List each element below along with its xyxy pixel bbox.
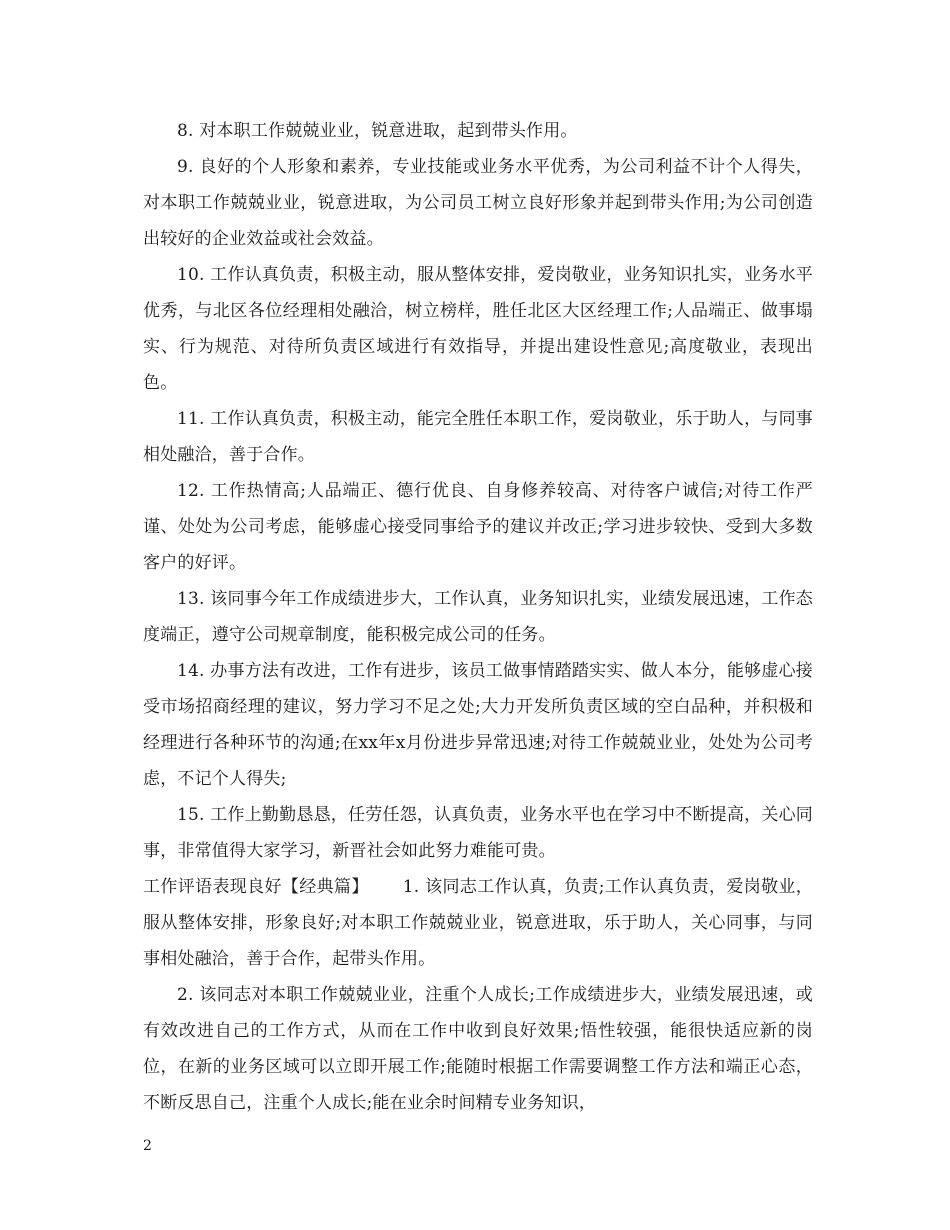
paragraph-item-15: 15. 工作上勤勤恳恳，任劳任怨，认真负责，业务水平也在学习中不断提高，关心同事，非常值得大家学习，新晋社会如此努力难能可贵。 bbox=[143, 805, 813, 861]
paragraph-item-11: 11. 工作认真负责，积极主动，能完全胜任本职工作，爱岗敬业，乐于助人，与同事相处融洽，善于合作。 bbox=[143, 409, 813, 465]
document-body bbox=[143, 113, 813, 1121]
section-item-2: 2. 该同志对本职工作兢兢业业，注重个人成长;工作成绩进步大，业绩发展迅速，或有效改进自己的工作方式，从而在工作中收到良好效果;悟性较强，能很快适应新的岗位，在新的业务区域可以立即开展工作;能随时根据工作需要调整工作方法和端正心态，不断反思自己，注重个人成长;能在业余时间精专业务知识， bbox=[143, 985, 813, 1113]
paragraph-item-10: 10. 工作认真负责，积极主动，服从整体安排，爱岗敬业，业务知识扎实，业务水平优秀，与北区各位经理相处融洽，树立榜样，胜任北区大区经理工作;人品端正、做事塌实、行为规范、对待所负责区域进行有效指导，并提出建设性意见;高度敬业，表现出色。 bbox=[143, 265, 813, 393]
paragraph-item-13: 13. 该同事今年工作成绩进步大，工作认真，业务知识扎实，业绩发展迅速，工作态度端正，遵守公司规章制度，能积极完成公司的任务。 bbox=[143, 589, 813, 645]
section-paragraph bbox=[143, 869, 813, 977]
paragraph-item-14: 14. 办事方法有改进，工作有进步，该员工做事情踏踏实实、做人本分，能够虚心接受市场招商经理的建议，努力学习不足之处;大力开发所负责区域的空白品种，并积极和经理进行各种环节的沟通;在xx年x月份进步异常迅速;对待工作兢兢业业，处处为公司考虑，不记个人得失; bbox=[143, 661, 813, 789]
page-number: 2 bbox=[143, 1138, 152, 1154]
paragraph-item-12: 12. 工作热情高;人品端正、德行优良、自身修养较高、对待客户诚信;对待工作严谨、处处为公司考虑，能够虚心接受同事给予的建议并改正;学习进步较快、受到大多数客户的好评。 bbox=[143, 481, 813, 573]
paragraph-item-9: 9. 良好的个人形象和素养，专业技能或业务水平优秀，为公司利益不计个人得失，对本职工作兢兢业业，锐意进取，为公司员工树立良好形象并起到带头作用;为公司创造出较好的企业效益或社会效益。 bbox=[143, 157, 813, 249]
paragraph-item-8: 8. 对本职工作兢兢业业，锐意进取，起到带头作用。 bbox=[177, 121, 578, 141]
section-heading: 工作评语表现良好【经典篇】 bbox=[143, 877, 369, 897]
section-item-1: 1. 该同志工作认真，负责;工作认真负责，爱岗敬业，服从整体安排，形象良好;对本职工作兢兢业业，锐意进取，乐于助人，关心同事，与同事相处融洽，善于合作，起带头作用。 bbox=[143, 877, 813, 969]
